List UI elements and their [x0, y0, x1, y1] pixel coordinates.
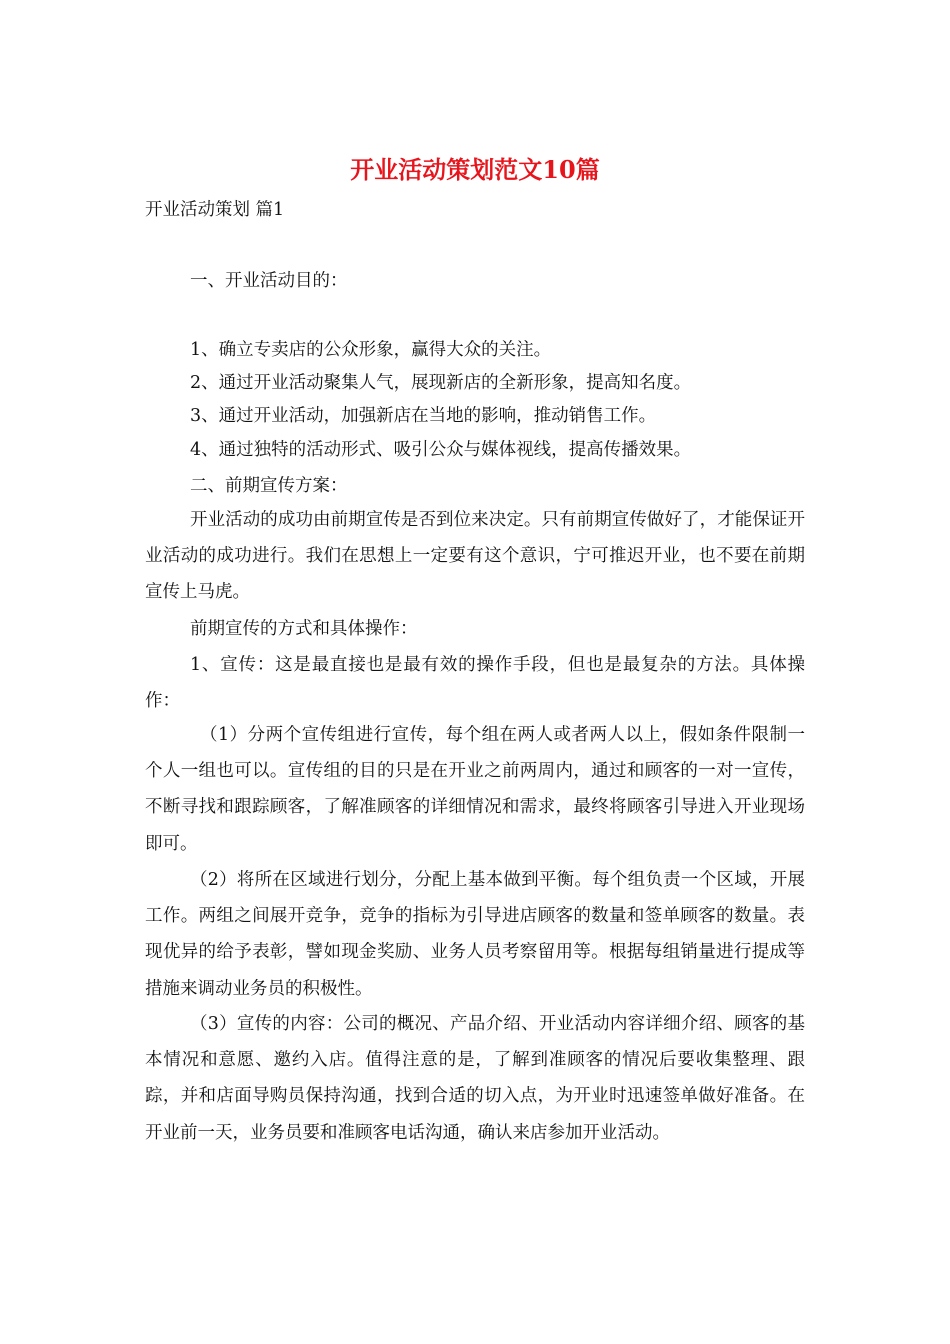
goal-item-1: 1、确立专卖店的公众形象，赢得大众的关注。 [190, 340, 552, 360]
document-title: 开业活动策划范文10篇 [350, 155, 600, 184]
section-heading-goals: 一、开业活动目的： [190, 271, 348, 291]
paragraph-method-1-sub-3: （3）宣传的内容：公司的概况、产品介绍、开业活动内容详细介绍、顾客的基本情况和意愿、邀约入店。值得注意的是，了解到准顾客的情况后要收集整理、跟踪，并和店面导购员保持沟通，找到合适的切入点，为开业时迅速签单做好准备。在开业前一天，业务员要和准顾客电话沟通，确认来店参加开业活动。 [145, 1014, 805, 1143]
paragraph-intro: 开业活动的成功由前期宣传是否到位来决定。只有前期宣传做好了，才能保证开业活动的成功进行。我们在思想上一定要有这个意识，宁可推迟开业，也不要在前期宣传上马虎。 [145, 510, 805, 603]
paragraph-methods: 前期宣传的方式和具体操作： [190, 619, 418, 639]
paragraph-method-1: 1、宣传：这是最直接也是最有效的操作手段，但也是最复杂的方法。具体操作： [145, 655, 805, 712]
document-subtitle: 开业活动策划 篇1 [145, 200, 285, 220]
goal-item-2: 2、通过开业活动聚集人气，展现新店的全新形象，提高知名度。 [190, 373, 692, 393]
goal-item-4: 4、通过独特的活动形式、吸引公众与媒体视线，提高传播效果。 [190, 440, 692, 460]
paragraph-method-1-sub-2: （2）将所在区域进行划分，分配上基本做到平衡。每个组负责一个区域，开展工作。两组之间展开竞争，竞争的指标为引导进店顾客的数量和签单顾客的数量。表现优异的给予表彰，譬如现金奖励、业务人员考察留用等。根据每组销量进行提成等措施来调动业务员的积极性。 [145, 870, 805, 999]
section-heading-promotion: 二、前期宣传方案： [190, 476, 348, 496]
goal-item-3: 3、通过开业活动，加强新店在当地的影响，推动销售工作。 [190, 406, 657, 426]
paragraph-method-1-sub-1: （1）分两个宣传组进行宣传，每个组在两人或者两人以上，假如条件限制一个人一组也可以。宣传组的目的只是在开业之前两周内，通过和顾客的一对一宣传，不断寻找和跟踪顾客，了解准顾客的详细情况和需求，最终将顾客引导进入开业现场即可。 [145, 725, 805, 854]
